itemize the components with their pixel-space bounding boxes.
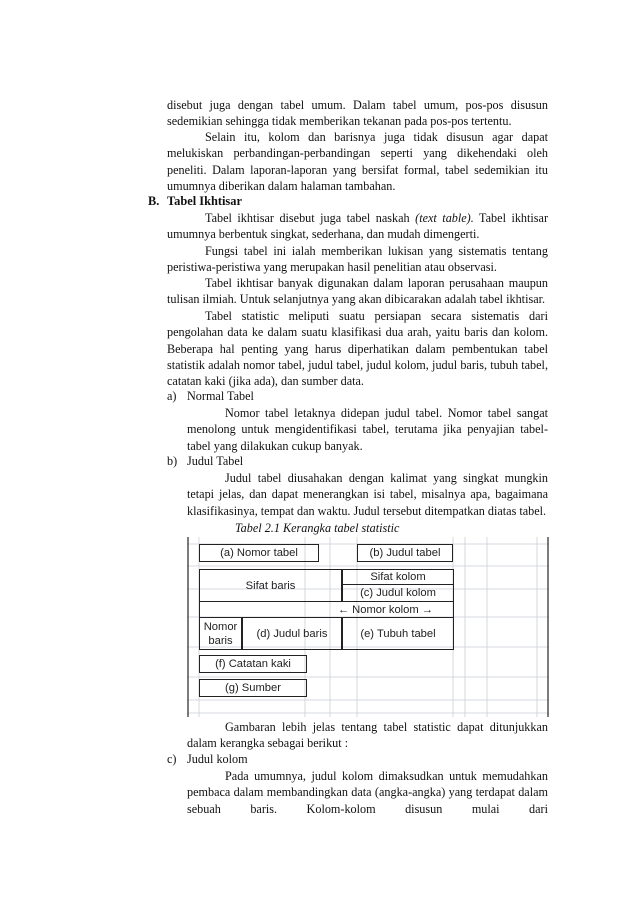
- p1-text-italic: (text table).: [415, 211, 474, 225]
- catatan-kaki-box: (f) Catatan kaki: [199, 655, 307, 673]
- item-a-text: Nomor tabel letaknya didepan judul tabel. Nomor tabel sangat menolong untuk mengidentifikasi tabel, terutama jika penyajian tabel-tabel yang dilakukan cukup banyak.: [187, 406, 548, 453]
- intro-paragraph-2: Selain itu, kolom dan barisnya juga tidak disusun agar dapat melukiskan perbandingan-perbandingan seperti yang dikehendaki oleh peneliti. Dalam laporan-laporan yang bersifat formal, tabel sedemikian itu umumnya diberikan dalam halaman tambahan.: [167, 130, 548, 193]
- item-c-marker: c): [167, 752, 177, 766]
- intro-paragraph-1: disebut juga dengan tabel umum. Dalam tabel umum, pos-pos disusun sedemikian sehingga tidak memberikan tekanan pada pos-pos tertentu.: [167, 98, 548, 129]
- section-b-paragraph-2: Fungsi tabel ini ialah memberikan lukisan yang sistematis tentang peristiwa-peristiwa yang merupakan hasil penelitian atau observasi.: [167, 244, 548, 275]
- sifat-baris-box: Sifat baris: [199, 569, 342, 602]
- item-c-text: Pada umumnya, judul kolom dimaksudkan untuk memudahkan pembaca dalam membandingkan data (angka-angka) yang terdapat dalam sebuah baris. Kolom-kolom disusun mulai dari: [187, 769, 548, 816]
- judul-tabel-box: (b) Judul tabel: [357, 544, 453, 562]
- figure-caption: Tabel 2.1 Kerangka tabel statistic: [235, 521, 400, 535]
- p1-text-before: Tabel ikhtisar disebut juga tabel naskah: [205, 211, 416, 225]
- section-marker: B.: [148, 194, 160, 208]
- item-b-title: Judul Tabel: [187, 454, 244, 468]
- item-c-title: Judul kolom: [187, 752, 248, 766]
- judul-baris-box: (d) Judul baris: [242, 617, 342, 650]
- section-b-paragraph-4: Tabel statistic meliputi suatu persiapan secara sistematis dari pengolahan data ke dalam suatu klasifikasi dua arah, yaitu baris dan kolom. Beberapa hal penting yang harus diperhatikan dalam pembentukan tabel statistik adalah nomor tabel, judul tabel, judul kolom, judul baris, tubuh tabel, catatan kaki (jika ada), dan sumber data.: [167, 309, 548, 389]
- after-figure-paragraph: Gambaran lebih jelas tentang tabel statistic dapat ditunjukkan dalam kerangka sebagai berikut :: [187, 720, 548, 751]
- section-b-paragraph-1: [167, 210, 548, 243]
- p1-text-after: Tabel ikhtisar umumnya berbentuk singkat, sederhana, dan mudah dimengerti.: [167, 211, 549, 242]
- table-framework-figure: [187, 537, 549, 717]
- nomor-baris-box: Nomor baris: [199, 617, 242, 650]
- nomor-tabel-box: (a) Nomor tabel: [199, 544, 319, 562]
- tubuh-tabel-box: (e) Tubuh tabel: [342, 617, 454, 650]
- sifat-kolom-label: Sifat kolom: [370, 570, 426, 583]
- sifat-kolom-box: [342, 569, 454, 602]
- judul-kolom-box: (c) Judul kolom: [342, 584, 454, 602]
- item-a-title: Normal Tabel: [187, 389, 254, 403]
- item-b-text: Judul tabel diusahakan dengan kalimat yang singkat mungkin tetapi jelas, dan dapat menerangkan isi tabel, misalnya apa, bagaimana klasifikasinya, tempat dan waktu. Judul tersebut ditempatkan diatas tabel.: [187, 471, 548, 518]
- nomor-kolom-row: ← Nomor kolom →: [199, 601, 454, 618]
- section-b-paragraph-3: Tabel ikhtisar banyak digunakan dalam laporan perusahaan maupun tulisan ilmiah. Untuk selanjutnya yang akan dibicarakan adalah tabel ikhtisar.: [167, 276, 548, 307]
- sumber-box: (g) Sumber: [199, 679, 307, 697]
- item-a-marker: a): [167, 389, 177, 403]
- section-title: Tabel Ikhtisar: [167, 194, 242, 208]
- item-b-marker: b): [167, 454, 178, 468]
